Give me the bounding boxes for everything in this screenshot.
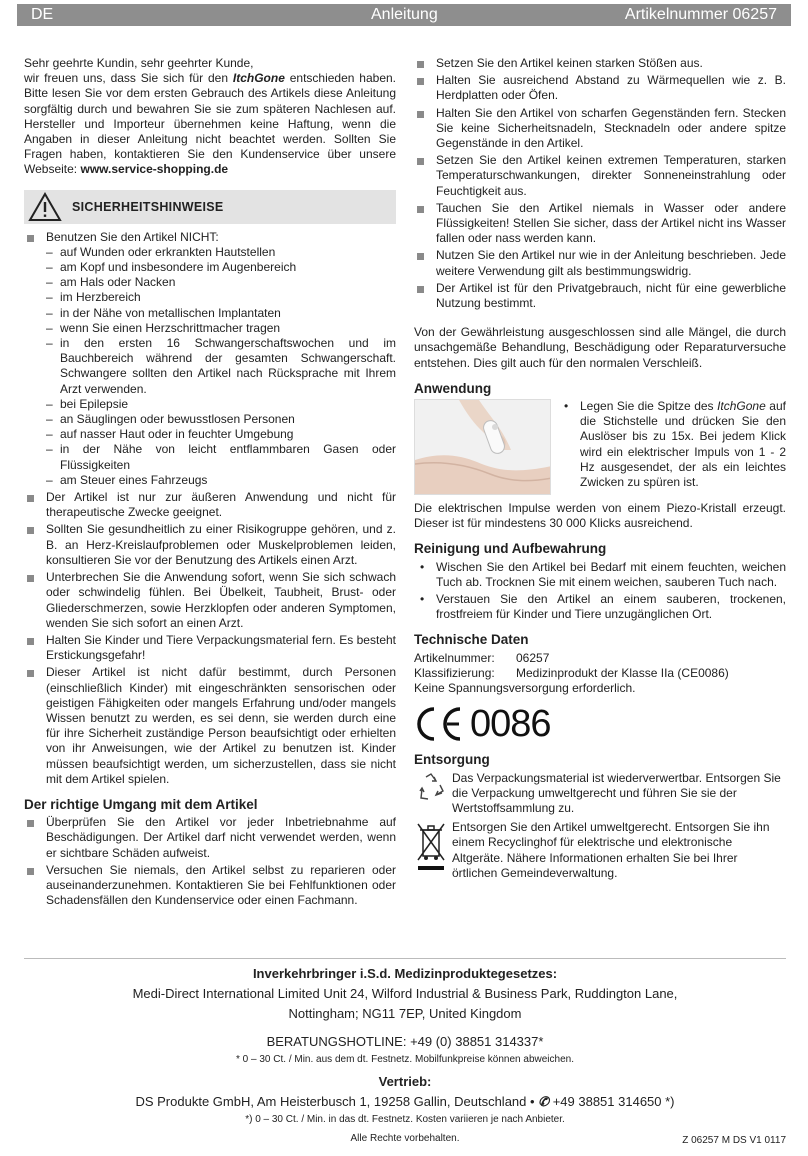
list-item: Versuchen Sie niemals, den Artikel selbst zu reparieren oder auseinanderzunehmen. Kontaktieren Sie bei Fehlfunktionen oder Schadensfällen den Kundenservice oder einen Fachmann.	[24, 863, 396, 909]
header-language: DE	[31, 6, 54, 23]
tech-heading: Technische Daten	[414, 632, 529, 648]
list-item: – am Kopf und insbesondere im Augenbereich	[46, 260, 396, 275]
usage-note: Die elektrischen Impulse werden von einem Piezo-Kristall erzeugt. Dieser ist für mindestens 30 000 Klicks ausreichend.	[414, 501, 786, 531]
disposal-packaging-row	[414, 771, 786, 817]
sales-title: Vertrieb:	[378, 1074, 432, 1089]
cleaning-heading: Reinigung und Aufbewahrung	[414, 541, 607, 557]
list-item: – auf Wunden oder erkrankten Hautstellen	[46, 245, 396, 260]
list-item: Setzen Sie den Artikel keinen extremen Temperaturen, starken Temperaturschwankungen, direkter Sonneneinstrahlung oder Feuchtigkeit aus.	[414, 153, 786, 199]
list-item: – in den ersten 16 Schwangerschaftswochen und im Bauchbereich während der gesamten Schwangerschaft. Schwangere sollten den Artikel nach Rücksprache mit Ihrem Arzt verwenden.	[46, 336, 396, 397]
list-item: • Wischen Sie den Artikel bei Bedarf mit einem feuchten, weichen Tuch ab. Trocknen Sie mit einem weichen, sauberen Tuch nach.	[414, 560, 786, 590]
list-item: • Verstauen Sie den Artikel an einem sauberen, trockenen, frostfreiem für Kinder und Tiere unzugänglichen Ort.	[414, 592, 786, 622]
header-article-number: Artikelnummer 06257	[624, 6, 777, 23]
list-item: Sollten Sie gesundheitlich zu einer Risikogruppe gehören, und z. B. an Herz-Kreislaufproblemen oder Muskelproblemen leiden, konsultieren Sie vor der Benutzung des Artikels einen Arzt.	[24, 522, 396, 568]
list-item: – wenn Sie einen Herzschrittmacher tragen	[46, 321, 396, 336]
list-item: Setzen Sie den Artikel keinen starken Stößen aus.	[414, 56, 786, 71]
cleaning-list	[414, 560, 786, 623]
handling-heading: Der richtige Umgang mit dem Artikel	[24, 796, 258, 812]
list-item: Halten Sie Kinder und Tiere Verpackungsmaterial fern. Es besteht Erstickungsgefahr!	[24, 633, 396, 663]
safety-list	[24, 230, 396, 787]
tech-article-value: 06257	[516, 650, 550, 665]
list-item	[24, 230, 396, 488]
warning-triangle-icon	[28, 192, 62, 222]
list-item: Dieser Artikel ist nicht dafür bestimmt, durch Personen (einschließlich Kinder) mit eingeschränkten sensorischen oder geistigen Fähigkeiten oder mangels Erfahrung und/oder mangels Wissen benutzt zu werden, es sei denn, sie werden durch eine für ihre Sicherheit zuständige Person beaufsichtigt oder erhielten von ihr Anweisungen, wie der Artikel zu benutzen ist. Kinder müssen beaufsichtigt werden, um sicherzustellen, dass sie nicht mit dem Artikel spielen.	[24, 665, 396, 787]
document-id: Z 06257 M DS V1 0117	[682, 1134, 786, 1146]
list-item: Der Artikel ist für den Privatgebrauch, nicht für eine gewerbliche Nutzung bestimmt.	[414, 281, 786, 311]
intro-greeting: Sehr geehrte Kundin, sehr geehrter Kunde,	[24, 56, 254, 70]
distributor-line2: Nottingham; NG11 7EP, United Kingdom	[288, 1006, 522, 1021]
list-item: – in der Nähe von metallischen Implantaten	[46, 306, 396, 321]
disposal-device-row	[414, 820, 786, 881]
distributor-title: Inverkehrbringer i.S.d. Medizinproduktegesetzes:	[252, 966, 558, 981]
weee-bin-icon	[414, 820, 448, 882]
hotline: BERATUNGSHOTLINE: +49 (0) 38851 314337*	[266, 1034, 544, 1049]
usage-illustration	[414, 399, 551, 495]
disposal-heading: Entsorgung	[414, 752, 490, 768]
list-item: Nutzen Sie den Artikel nur wie in der Anleitung beschrieben. Jede weitere Verwendung gilt als bestimmungswidrig.	[414, 248, 786, 278]
list-item: – im Herzbereich	[46, 290, 396, 305]
list-item: – am Steuer eines Fahrzeugs	[46, 473, 396, 488]
right-column	[414, 56, 786, 885]
list-item: – bei Epilepsie	[46, 397, 396, 412]
intro-brand: ItchGone	[232, 71, 285, 86]
list-item: Der Artikel ist nur zur äußeren Anwendung und nicht für therapeutische Zwecke geeignet.	[24, 490, 396, 520]
intro-website-link[interactable]: www.service-shopping.de	[80, 162, 229, 177]
list-item: – auf nasser Haut oder in feuchter Umgebung	[46, 427, 396, 442]
safety-title: SICHERHEITSHINWEISE	[72, 199, 224, 214]
usage-heading: Anwendung	[414, 380, 492, 396]
tech-class-row	[414, 666, 786, 681]
sales-address: DS Produkte GmbH, Am Heisterbusch 1, 19258 Gallin, Deutschland •	[135, 1094, 539, 1109]
tech-class-value: Medizinprodukt der Klasse IIa (CE0086)	[516, 665, 729, 680]
hand-device-illustration	[415, 400, 551, 495]
list-item: Unterbrechen Sie die Anwendung sofort, wenn Sie sich schwach oder schwindelig fühlen. Bei Übelkeit, Taubheit, Brust- oder Gliederschmerzen, sowie Herzklopfen oder anderen Symptomen, wenden Sie sich sofort an einen Arzt.	[24, 570, 396, 631]
not-use-list	[46, 245, 396, 488]
warranty-text: Von der Gewährleistung ausgeschlossen sind alle Mängel, die durch unsachgemäße Behandlung, Beschädigung oder Reparaturversuche entstehen. Dies gilt auch für den normalen Verschleiß.	[414, 325, 786, 370]
ce-mark	[414, 704, 786, 744]
ce-number: 0086	[470, 703, 551, 746]
disposal-packaging-text: Das Verpackungsmaterial ist wiederverwertbar. Entsorgen Sie die Verpackung umweltgerecht und führen Sie sie der Wertstoffsammlung zu.	[452, 770, 781, 815]
disposal-device-text: Entsorgen Sie den Artikel umweltgerecht. Entsorgen Sie ihn einem Recyclinghof für elektrische und elektronische Altgeräte. Nähere Informationen erhalten Sie bei Ihrer örtlichen Gemeindeverwaltung.	[452, 820, 770, 880]
header-title: Anleitung	[371, 6, 438, 23]
tech-class-label: Klassifizierung:	[414, 665, 495, 680]
distributor-line1: Medi-Direct International Limited Unit 24, Wilford Industrial & Business Park, Ruddington Lane,	[132, 986, 678, 1001]
list-item: Tauchen Sie den Artikel niemals in Wasser oder andere Flüssigkeiten! Stellen Sie sicher, dass der Artikel nicht ins Wasser fallen oder nass werden kann.	[414, 201, 786, 247]
sales-note: *) 0 – 30 Ct. / Min. in das dt. Festnetz. Kosten variieren je nach Anbieter.	[245, 1114, 565, 1125]
usage-block	[414, 399, 786, 501]
usage-brand: ItchGone	[717, 399, 766, 414]
footer-divider	[24, 958, 786, 959]
usage-steps	[558, 399, 786, 490]
list-item: Halten Sie ausreichend Abstand zu Wärmequellen wie z. B. Herdplatten oder Öfen.	[414, 73, 786, 103]
not-use-lead: Benutzen Sie den Artikel NICHT:	[46, 229, 219, 244]
phone-icon: ✆	[538, 1094, 550, 1109]
handling-list	[24, 815, 396, 908]
list-item: Überprüfen Sie den Artikel vor jeder Inbetriebnahme auf Beschädigungen. Der Artikel darf nicht verwendet werden, wenn er sichtbare Schäden aufweist.	[24, 815, 396, 861]
left-column	[24, 56, 396, 910]
tech-article-row	[414, 651, 786, 666]
intro-text-a: wir freuen uns, dass Sie sich für den	[24, 71, 233, 86]
list-item	[558, 399, 786, 490]
safety-list-continued	[414, 56, 786, 311]
list-item: – in der Nähe von leicht entflammbaren Gasen oder Flüssigkeiten	[46, 442, 396, 472]
hotline-note: * 0 – 30 Ct. / Min. aus dem dt. Festnetz. Mobilfunkpreise können abweichen.	[236, 1054, 574, 1065]
list-item: – an Säuglingen oder bewusstlosen Personen	[46, 412, 396, 427]
rights: Alle Rechte vorbehalten.	[350, 1133, 460, 1144]
header-bar	[17, 4, 791, 26]
footer	[24, 964, 786, 1147]
list-item: – am Hals oder Nacken	[46, 275, 396, 290]
ce-logo-icon	[414, 706, 466, 742]
usage-step-b: auf die Stichstelle und drücken Sie den Auslöser bis zu 15x. Bei jedem Klick wird ein elektrischer Impuls von 1 - 2 Hz ausgesendet, der als ein leichtes Zwicken zu spüren ist.	[580, 399, 786, 490]
recycling-icon	[414, 771, 448, 805]
sales-phone: +49 38851 314650 *)	[552, 1094, 675, 1109]
intro-text	[24, 56, 396, 178]
usage-step-a: Legen Sie die Spitze des	[580, 399, 718, 414]
tech-article-label: Artikelnummer:	[414, 650, 495, 665]
safety-heading-bar	[24, 190, 396, 224]
list-item: Halten Sie den Artikel von scharfen Gegenständen fern. Stecken Sie keine Sicherheitsnadeln, Stecknadeln oder andere spitze Gegenstände in den Artikel.	[414, 106, 786, 152]
tech-power: Keine Spannungsversorgung erforderlich.	[414, 681, 636, 696]
sales-line	[24, 1092, 786, 1112]
intro-text-b: entschieden haben. Bitte lesen Sie vor dem ersten Gebrauch des Artikels diese Anleitung sorgfältig durch und bewahren Sie sie zum späteren Nachlesen auf. Hersteller und Importeur übernehmen keine Haftung, wenn die Angaben in dieser Anleitung nicht beachtet werden. Sollten Sie Fragen haben, kontaktieren Sie den Kundenservice über unsere Webseite:	[24, 71, 397, 177]
